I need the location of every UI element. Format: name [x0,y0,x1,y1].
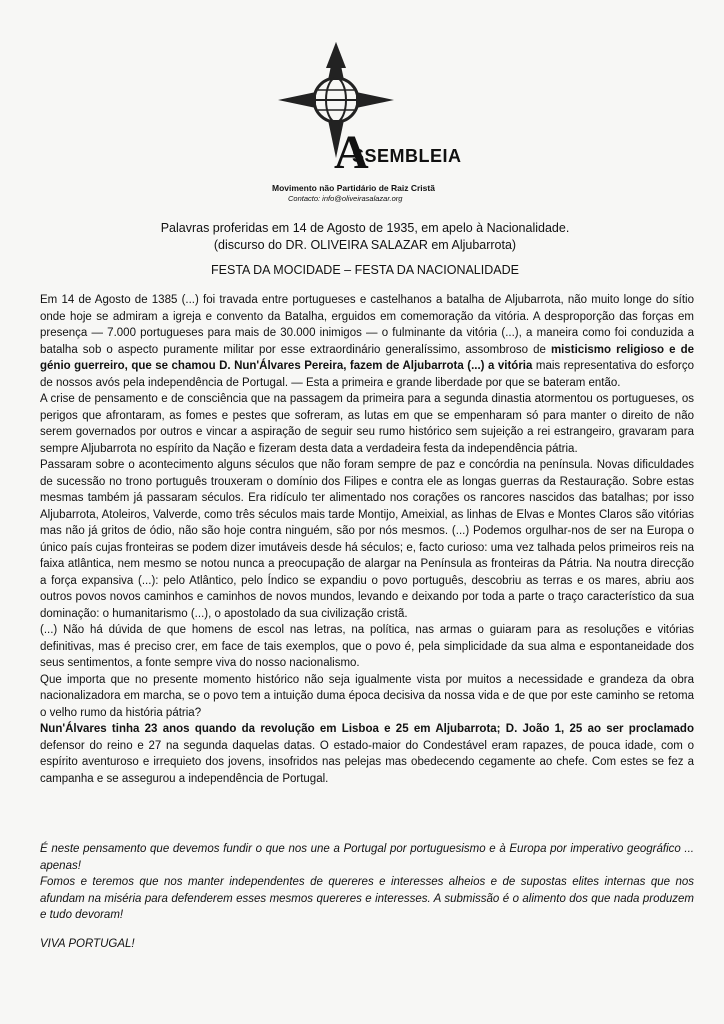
paragraph-6: Nun'Álvares tinha 23 anos quando da revolução em Lisboa e 25 em Aljubarrota; D. João 1, 25 ao ser proclamado defensor do reino e 27 na segunda daquelas datas. O estado-maior do Condestável eram rapazes, de pouca idade, com o espírito aventuroso e irrequieto dos jovens, insofridos nas pelejas mas obedecendo cegamente ao chefe. Com estes se fez a campanha e se assegurou a independência de Portugal. [40,723,694,785]
closing-paragraph-1: É neste pensamento que devemos fundir o que nos une a Portugal por portuguesismo e à Europa por imperativo geográfico ... apenas! [40,843,694,872]
movement-tagline: Movimento não Partidário de Raiz Cristã [272,183,435,193]
paragraph-5: Que importa que no presente momento histórico não seja igualmente vista por muitos a necessidade e grandeza da obra nacionalizadora em marcha, se o povo tem a intuição duma época decisiva da nossa vida e de que por este caminho se retoma o velho rumo da história pátria? [40,673,694,719]
intro [100,220,630,254]
paragraph-2: A crise de pensamento e de consciência que na passagem da primeira para a segunda dinastia atormentou os portugueses, os perigos que afrontaram, as fomes e pestes que sofreram, as lutas em que se empenharam só para manter o direito de não serem governados por outros e vincar a aspiração de seguir seu rumo histórico sem sujeição a rei estrangeiro, gravaram para sempre Aljubarrota no espírito da Nação e fizeram desta data a verdadeira festa da independência pátria. [40,393,694,455]
bold-phrase-2: Nun'Álvares tinha 23 anos quando da revolução em Lisboa e 25 em Aljubarrota; D. João 1, 25 ao ser proclamado [40,723,694,735]
intro-line-1: Palavras proferidas em 14 de Agosto de 1935, em apelo à Nacionalidade. [160,221,570,235]
intro-line-2: (discurso do DR. OLIVEIRA SALAZAR em Aljubarrota) [213,238,517,252]
logo-letter: A [334,126,369,170]
closing-statement [40,841,694,924]
closing-paragraph-2: Fomos e teremos que nos manter independentes de quereres e interesses alheios e de supostas elites internas que nos afundam na miséria para defenderem esses mesmos quereres e interesses. A submissão é o alimento dos que nada produzem e tudo devoram! [40,876,694,921]
page-heading: FESTA DA MOCIDADE – FESTA DA NACIONALIDADE [211,263,519,277]
logo-wordmark: SSEMBLEIA [352,146,462,166]
paragraph-3: Passaram sobre o acontecimento alguns séculos que não foram sempre de paz e concórdia na península. Novas dificuldades de sucessão no trono português trouxeram o domínio dos Filipes e contra ele as longas guerras da Restauração. Sobre estas mesmas também já passaram séculos. Era ridículo ter alimentado nos corações os rancores nascidos das batalhas; por isso Aljubarrota, Atoleiros, Valverde, como três séculos mais tarde Montijo, Ameixial, as linhas de Elvas e Montes Claros são vitórias mas não já gritos de ódio, não são hoje contra ninguém, são por nós mesmos. (...) Podemos orgulhar-nos de ser na Europa o único país cujas fronteiras se podem dizer imutáveis desde há séculos; e, facto curioso: uma vez talhada pelos primeiros reis na faixa atlântica, nem mesmo se notou nunca a preocupação de alargar na Península as fronteiras da Pátria. Na noutra direcção a força expansiva (...): pelo Atlântico, pelo Índico se expandiu o povo português, descobriu as terras e os mares, abriu aos outros povos novos caminhos e caminhos de novos mundos, levando e deixando por toda a parte o traço característico da sua dominação: o humanitarismo (...), o apostolado da sua civilização cristã. [40,459,694,620]
paragraph-1: Em 14 de Agosto de 1385 (...) foi travada entre portugueses e castelhanos a batalha de Aljubarrota, não muito longe do sítio onde hoje se admiram a igreja e convento da Batalha, erguidos em comemoração da vitória. A desproporção das forças em presença — 7.000 portugueses para mais de 30.000 inimigos — o fulminante da vitória (...), a maneira como foi conduzida a batalha sob o aspecto puramente militar por esse extraordinário generalíssimo, assombroso de misticismo religioso e de génio guerreiro, que se chamou D. Nun'Álvares Pereira, fazem de Aljubarrota (...) a vitória mais representativa do esforço de nossos avós pela independência de Portugal. — Esta a primeira e grande liberdade por que se bateram então. [40,294,695,389]
speech-body [40,292,694,787]
contact-line: Contacto: info@oliveirasalazar.org [288,194,403,203]
paragraph-4: (...) Não há dúvida de que homens de escol nas letras, na política, nas armas o guiaram para as resoluções e vitórias definitivas, mas é preciso crer, em face de tais exemplos, que o povo é, pela simplicidade da sua alma e espontaneidade dos seus sentimentos, a fonte sempre viva do nosso nacionalismo. [40,624,694,669]
bold-phrase-1: misticismo religioso e de génio guerreiro, que se chamou D. Nun'Álvares Pereira, fazem de Aljubarrota (...) a vitória [40,343,695,372]
closing-slogan: VIVA PORTUGAL! [40,938,135,950]
